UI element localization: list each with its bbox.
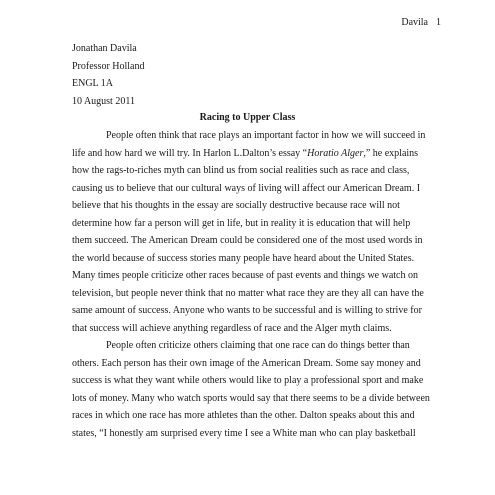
paragraph-line [72, 145, 432, 163]
paragraph-line: states, “I honestly am surprised every time I see a White man who can play basketball [72, 427, 416, 439]
essay-reference-title: Horatio Alger [307, 147, 364, 159]
essay-title: Racing to Upper Class [199, 112, 296, 123]
paragraph-line: same amount of success. Anyone who wants to be successful and is willing to strive for [72, 305, 422, 316]
paragraph-line: others. Each person has their own image of the American Dream. Some say money and [72, 357, 421, 369]
essay-body [72, 127, 432, 442]
student-name: Jonathan Davila [72, 43, 137, 54]
essay-date: 10 August 2011 [72, 95, 135, 107]
paragraph-line: lots of money. Many who watch sports would say that there seems to be a divide between [72, 392, 430, 404]
running-head [401, 16, 441, 29]
paragraph-line: the world because of success stories many people have heard about the United States. [72, 252, 415, 264]
paragraph-line-text: life and how hard we will try. In Harlon L.Dalton’s essay “ [72, 147, 308, 159]
professor-name: Professor Holland [72, 60, 145, 72]
course-name: ENGL 1A [72, 78, 114, 90]
paragraph-line: Many times people criticize other races because of past events and things we watch on [72, 270, 418, 281]
paragraph-line: causing us to believe that our cultural ways of living will affect our American Dream. I [72, 182, 421, 194]
paragraph-line: believe that his thoughts in the essay are socially destructive because race will not [72, 200, 400, 211]
paragraph-line: People often think that race plays an important factor in how we will succeed in [106, 130, 426, 141]
paragraph-line: People often criticize others claiming that one race can do things better than [106, 340, 410, 351]
page-number: 1 [436, 17, 441, 28]
running-head-author: Davila [401, 17, 428, 28]
paragraph-line-text: ,” he explains [363, 147, 419, 159]
heading-block [72, 40, 145, 110]
paragraph-line: them succeed. The American Dream could be considered one of the most used words in [72, 235, 423, 246]
paragraph-line: how the rags-to-riches myth can blind us from social realities such as race and class, [72, 165, 410, 176]
paragraph-line: that success will achieve anything regardless of race and the Alger myth claims. [72, 322, 392, 334]
paragraph-line: television, but people never think that no matter what race they are they all can have the [72, 287, 424, 299]
paragraph-line: determine how far a person will get in life, but in reality it is education that will help [72, 217, 411, 229]
paragraph-line: success is what they want while others would like to play a professional sport and make [72, 375, 424, 386]
paragraph-line: races in which one race has more athletes than the other. Dalton speaks about this and [72, 410, 415, 421]
